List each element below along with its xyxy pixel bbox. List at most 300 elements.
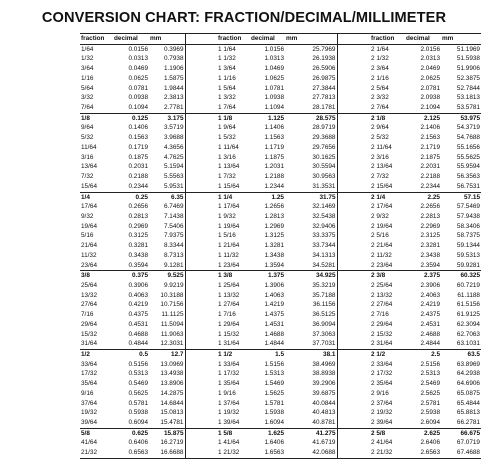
- mm-cell: 41.6719: [312, 439, 336, 447]
- decimal-cell: 0.3281: [128, 242, 148, 250]
- fraction-cell: 2 7/16: [371, 311, 389, 319]
- table-row: [80, 281, 481, 291]
- column-divider: [185, 350, 217, 360]
- decimal-cell: 2.4531: [420, 320, 440, 328]
- mm-cell: 28.1781: [285, 103, 337, 113]
- column-divider: [337, 123, 370, 133]
- fraction-cell: 1/4: [81, 193, 90, 201]
- decimal-cell: 1.375: [268, 272, 284, 280]
- fraction-cell: 2 9/16: [371, 389, 389, 397]
- fraction-cell: 1 21/32: [218, 449, 240, 457]
- mm-cell: 39.2906: [312, 380, 336, 388]
- column-divider: [185, 93, 217, 103]
- column-divider: [337, 202, 370, 212]
- mm-cell: 11.1125: [161, 311, 184, 319]
- decimal-cell: 2.0156: [420, 45, 440, 53]
- fraction-cell: 3/16: [81, 153, 94, 161]
- decimal-cell: 0.4844: [113, 339, 149, 349]
- fraction-cell: 21/32: [81, 449, 97, 457]
- mm-cell: 5.1594: [163, 163, 184, 171]
- decimal-cell: 2.4844: [405, 339, 441, 349]
- table-row: [80, 438, 481, 448]
- decimal-cell: 1.2188: [264, 173, 284, 181]
- fraction-cell: 1 23/64: [217, 261, 250, 271]
- decimal-cell: 1.1406: [264, 124, 284, 132]
- decimal-cell: 2.5313: [420, 370, 440, 378]
- mm-cell: 51.1969: [456, 45, 480, 53]
- mm-cell: 30.9563: [312, 173, 336, 181]
- column-divider: [337, 271, 370, 281]
- table-row: [80, 418, 481, 428]
- decimal-cell: 1.4063: [264, 291, 284, 299]
- mm-cell: 64.2938: [456, 370, 480, 378]
- mm-cell: 58.7375: [456, 232, 480, 240]
- fraction-cell: 17/32: [81, 370, 97, 378]
- fraction-cell: 1 9/64: [218, 124, 236, 132]
- fraction-cell: 2 21/64: [371, 242, 393, 250]
- fraction-cell: 1 5/64: [218, 84, 236, 92]
- mm-cell: 34.1313: [312, 251, 336, 259]
- decimal-cell: 2.2656: [420, 203, 440, 211]
- mm-cell: 34.925: [315, 272, 336, 280]
- fraction-cell: 9/32: [81, 212, 94, 220]
- column-divider: [337, 310, 370, 320]
- mm-cell: 27.3844: [312, 84, 336, 92]
- fraction-cell: 1 17/32: [218, 370, 240, 378]
- mm-cell: 60.325: [460, 272, 480, 280]
- decimal-cell: 0.0156: [128, 45, 148, 53]
- mm-cell: 60.7219: [456, 281, 480, 289]
- table-row: [80, 162, 481, 172]
- decimal-cell: 1.3594: [250, 261, 285, 271]
- column-divider: [337, 222, 370, 232]
- fraction-cell: 15/32: [81, 330, 97, 338]
- fraction-cell: 2 5/8: [371, 429, 386, 437]
- conversion-table: [80, 34, 481, 458]
- fraction-cell: 1 21/64: [218, 242, 240, 250]
- column-divider: [337, 143, 370, 153]
- decimal-cell: 2.2344: [405, 182, 441, 192]
- column-divider: [185, 103, 217, 113]
- column-divider: [185, 339, 217, 349]
- table-row: [80, 123, 481, 133]
- fraction-cell: 2 27/64: [371, 301, 393, 309]
- mm-cell: 56.3563: [456, 173, 480, 181]
- decimal-cell: 2.3125: [420, 232, 440, 240]
- decimal-cell: 0.2969: [128, 222, 148, 230]
- mm-cell: 12.7: [171, 351, 184, 358]
- mm-cell: 53.975: [460, 114, 480, 122]
- table-row: [80, 369, 481, 379]
- decimal-cell: 2.3906: [420, 281, 440, 289]
- decimal-cell: 1.4219: [264, 301, 284, 309]
- column-divider: [185, 408, 217, 418]
- fraction-cell: 9/64: [81, 124, 94, 132]
- mm-cell: 67.0719: [456, 439, 480, 447]
- decimal-cell: 0.125: [132, 114, 148, 122]
- fraction-cell: 2 13/32: [371, 291, 393, 299]
- fraction-cell: 2 15/32: [371, 330, 393, 338]
- fraction-cell: 1 25/64: [218, 281, 240, 289]
- decimal-cell: 0.1406: [128, 124, 148, 132]
- mm-cell: 34.5281: [285, 261, 337, 271]
- mm-cell: 3.175: [167, 114, 184, 122]
- table-row: [80, 222, 481, 232]
- fraction-cell: 2 5/16: [371, 232, 389, 240]
- fraction-cell: 2 35/64: [371, 380, 393, 388]
- decimal-cell: 2.3438: [420, 251, 440, 259]
- fraction-cell: 1 11/32: [218, 251, 239, 259]
- decimal-cell: 1.25: [271, 193, 284, 201]
- mm-cell: 4.7625: [163, 153, 184, 161]
- mm-cell: 51.5938: [456, 55, 480, 63]
- decimal-cell: 0.6406: [128, 439, 148, 447]
- column-divider: [337, 133, 370, 143]
- mm-cell: 59.5313: [456, 251, 480, 259]
- column-divider: [185, 54, 217, 64]
- table-body: [80, 44, 481, 458]
- mm-cell: 38.1: [323, 351, 336, 358]
- decimal-cell: 0.1563: [128, 134, 148, 142]
- fraction-cell: 3/64: [81, 65, 94, 73]
- mm-cell: 37.3063: [312, 330, 336, 338]
- decimal-cell: 0.2188: [128, 173, 148, 181]
- mm-cell: 9.525: [167, 272, 184, 280]
- decimal-cell: 0.0938: [128, 94, 148, 102]
- column-divider: [337, 379, 370, 389]
- column-divider: [185, 44, 217, 54]
- column-divider: [185, 251, 217, 261]
- column-divider: [185, 379, 217, 389]
- decimal-cell: 0.4688: [128, 330, 148, 338]
- decimal-cell: 0.4375: [128, 311, 148, 319]
- mm-cell: 0.3969: [163, 45, 184, 53]
- mm-cell: 66.2781: [441, 418, 481, 428]
- decimal-cell: 1.625: [268, 429, 284, 437]
- mm-cell: 15.4781: [149, 418, 185, 428]
- mm-cell: 7.9375: [163, 232, 184, 240]
- column-divider: [185, 162, 217, 172]
- mm-cell: 65.4844: [456, 399, 480, 407]
- column-divider: [337, 369, 370, 379]
- table-row: [80, 389, 481, 399]
- table-row: [80, 133, 481, 143]
- table-row: [80, 310, 481, 320]
- col-header-fraction: fraction: [80, 34, 113, 44]
- decimal-cell: 1.0156: [264, 45, 284, 53]
- mm-cell: 31.3531: [285, 182, 337, 192]
- decimal-cell: 1.1719: [264, 143, 284, 151]
- column-divider: [337, 212, 370, 222]
- fraction-cell: 2 13/64: [371, 163, 393, 171]
- column-divider: [337, 192, 370, 202]
- fraction-cell: 29/64: [81, 320, 97, 328]
- mm-cell: 53.1813: [456, 94, 480, 102]
- column-divider: [337, 339, 370, 349]
- decimal-cell: 2.2969: [420, 222, 440, 230]
- mm-cell: 2.3813: [163, 94, 184, 102]
- column-divider: [337, 418, 370, 428]
- decimal-cell: 2.625: [424, 429, 440, 437]
- decimal-cell: 2.25: [427, 193, 440, 201]
- mm-cell: 66.675: [460, 429, 480, 437]
- mm-cell: 59.9281: [441, 261, 481, 271]
- table-row: [80, 182, 481, 192]
- fraction-cell: 1 15/32: [218, 330, 240, 338]
- col-header-mm: mm: [285, 34, 337, 44]
- column-divider: [337, 291, 370, 301]
- mm-cell: 32.1469: [312, 203, 336, 211]
- mm-cell: 1.1906: [163, 65, 184, 73]
- mm-cell: 14.2875: [160, 389, 184, 397]
- table-row: [80, 300, 481, 310]
- fraction-cell: 1 15/64: [217, 182, 250, 192]
- mm-cell: 2.7781: [149, 103, 185, 113]
- column-divider: [185, 133, 217, 143]
- fraction-cell: 2 29/64: [371, 320, 393, 328]
- mm-cell: 27.7813: [312, 94, 336, 102]
- decimal-cell: 0.2031: [128, 163, 148, 171]
- column-divider: [185, 448, 217, 458]
- fraction-cell: 2 17/64: [371, 203, 393, 211]
- mm-cell: 8.3344: [163, 242, 184, 250]
- decimal-cell: 2.6094: [405, 418, 441, 428]
- column-divider: [185, 438, 217, 448]
- mm-cell: 1.9844: [163, 84, 184, 92]
- mm-cell: 63.5: [467, 351, 480, 358]
- decimal-cell: 1.3906: [264, 281, 284, 289]
- table-row: [80, 261, 481, 271]
- mm-cell: 53.5781: [441, 103, 481, 113]
- column-divider: [337, 350, 370, 360]
- decimal-cell: 2.5781: [420, 399, 440, 407]
- column-divider: [185, 360, 217, 370]
- fraction-cell: 2 15/64: [370, 182, 405, 192]
- decimal-cell: 1.5781: [264, 399, 284, 407]
- mm-cell: 33.7344: [312, 242, 336, 250]
- mm-cell: 6.35: [171, 193, 184, 201]
- fraction-cell: 1 37/64: [218, 399, 240, 407]
- table-row: [80, 271, 481, 281]
- fraction-cell: 5/64: [81, 84, 94, 92]
- mm-cell: 38.4969: [312, 360, 336, 368]
- column-divider: [185, 320, 217, 330]
- mm-cell: 62.3094: [456, 320, 480, 328]
- table-row: [80, 84, 481, 94]
- mm-cell: 3.9688: [163, 134, 184, 142]
- fraction-cell: 3/8: [81, 272, 90, 280]
- mm-cell: 6.7469: [163, 203, 184, 211]
- column-divider: [337, 408, 370, 418]
- col-header-fraction: fraction: [370, 34, 405, 44]
- column-divider: [337, 113, 370, 123]
- fraction-cell: 2 23/64: [370, 261, 405, 271]
- table-row: [80, 212, 481, 222]
- decimal-cell: 2.1719: [420, 143, 440, 151]
- mm-cell: 52.7844: [456, 84, 480, 92]
- column-divider: [185, 241, 217, 251]
- decimal-cell: 0.0469: [128, 65, 148, 73]
- mm-cell: 5.9531: [149, 182, 185, 192]
- fraction-cell: 2 17/32: [371, 370, 393, 378]
- mm-cell: 9.9219: [163, 281, 184, 289]
- fraction-cell: 2 5/64: [371, 84, 389, 92]
- decimal-cell: 0.3906: [128, 281, 148, 289]
- decimal-cell: 0.5: [139, 351, 148, 358]
- fraction-cell: 1 19/32: [218, 409, 240, 417]
- decimal-cell: 0.4063: [128, 291, 148, 299]
- fraction-cell: 33/64: [81, 360, 97, 368]
- mm-cell: 35.7188: [312, 291, 336, 299]
- fraction-cell: 2 9/64: [371, 124, 389, 132]
- column-divider: [337, 182, 370, 192]
- table-row: [80, 202, 481, 212]
- mm-cell: 11.5094: [160, 320, 184, 328]
- col-header-mm: mm: [149, 34, 185, 44]
- mm-cell: 5.5563: [163, 173, 184, 181]
- mm-cell: 32.9406: [312, 222, 336, 230]
- table-row: [80, 113, 481, 123]
- decimal-cell: 2.2031: [420, 163, 440, 171]
- mm-cell: 15.875: [163, 429, 184, 437]
- mm-cell: 40.0844: [312, 399, 336, 407]
- fraction-cell: 1 9/32: [218, 212, 236, 220]
- mm-cell: 36.1156: [312, 301, 336, 309]
- column-divider: [337, 360, 370, 370]
- column-divider: [185, 143, 217, 153]
- decimal-cell: 2.5625: [420, 389, 440, 397]
- decimal-cell: 2.5938: [420, 409, 440, 417]
- fraction-cell: 1 11/64: [218, 143, 239, 151]
- decimal-cell: 0.375: [132, 272, 148, 280]
- decimal-cell: 2.0938: [420, 94, 440, 102]
- fraction-cell: 2 19/32: [371, 409, 393, 417]
- fraction-cell: 1 17/64: [218, 203, 240, 211]
- mm-cell: 30.1625: [312, 153, 336, 161]
- fraction-cell: 1 7/16: [218, 311, 236, 319]
- fraction-cell: 1/2: [81, 351, 90, 358]
- column-divider: [185, 192, 217, 202]
- decimal-cell: 0.0313: [128, 55, 148, 63]
- fraction-cell: 1 1/2: [218, 351, 233, 358]
- col-header-decimal: decimal: [405, 34, 441, 44]
- column-divider: [337, 251, 370, 261]
- mm-cell: 16.2719: [160, 439, 184, 447]
- fraction-cell: 2 1/4: [371, 193, 386, 201]
- conversion-table-wrapper: [80, 33, 481, 459]
- column-divider: [337, 241, 370, 251]
- fraction-cell: 2 31/64: [370, 339, 405, 349]
- column-divider: [337, 300, 370, 310]
- fraction-cell: 2 33/64: [371, 360, 393, 368]
- decimal-cell: 1.0469: [264, 65, 284, 73]
- fraction-cell: 2 3/64: [371, 65, 389, 73]
- decimal-cell: 0.2813: [128, 212, 148, 220]
- mm-cell: 28.9719: [312, 124, 336, 132]
- column-divider: [185, 202, 217, 212]
- fraction-cell: 1 19/64: [218, 222, 240, 230]
- fraction-cell: 2 41/64: [371, 439, 393, 447]
- fraction-cell: 1/8: [81, 114, 90, 122]
- decimal-cell: 2.3594: [405, 261, 441, 271]
- decimal-cell: 1.2969: [264, 222, 284, 230]
- decimal-cell: 2.2813: [420, 212, 440, 220]
- decimal-cell: 1.0313: [264, 55, 284, 63]
- table-row: [80, 172, 481, 182]
- fraction-cell: 1 5/32: [218, 134, 236, 142]
- decimal-cell: 2.4375: [420, 311, 440, 319]
- fraction-cell: 41/64: [81, 439, 97, 447]
- mm-cell: 55.9594: [456, 163, 480, 171]
- decimal-cell: 1.4375: [264, 311, 284, 319]
- fraction-cell: 1 27/64: [218, 301, 240, 309]
- column-divider: [337, 320, 370, 330]
- column-divider: [185, 291, 217, 301]
- decimal-cell: 0.3438: [128, 251, 148, 259]
- fraction-cell: 11/64: [81, 143, 97, 151]
- fraction-cell: 1/64: [81, 45, 94, 53]
- column-divider: [185, 182, 217, 192]
- mm-cell: 13.4938: [160, 370, 184, 378]
- column-divider: [337, 153, 370, 163]
- fraction-cell: 21/64: [81, 242, 97, 250]
- decimal-cell: 0.6563: [128, 449, 148, 457]
- decimal-cell: 2.4219: [420, 301, 440, 309]
- mm-cell: 4.3656: [163, 143, 184, 151]
- decimal-cell: 0.5938: [128, 409, 148, 417]
- col-header-mm: mm: [441, 34, 481, 44]
- decimal-cell: 2.0313: [420, 55, 440, 63]
- mm-cell: 65.0875: [456, 389, 480, 397]
- fraction-cell: 2 3/8: [371, 272, 386, 280]
- decimal-cell: 1.1094: [250, 103, 285, 113]
- column-divider: [337, 438, 370, 448]
- mm-cell: 29.7656: [312, 143, 336, 151]
- fraction-cell: 1 1/4: [218, 193, 233, 201]
- decimal-cell: 0.625: [132, 429, 148, 437]
- fraction-cell: 2 1/32: [371, 55, 389, 63]
- column-divider: [337, 428, 370, 438]
- mm-cell: 35.3219: [312, 281, 336, 289]
- fraction-cell: 1 1/16: [218, 74, 236, 82]
- table-row: [80, 350, 481, 360]
- mm-cell: 57.15: [464, 193, 480, 201]
- decimal-cell: 2.2188: [420, 173, 440, 181]
- fraction-cell: 2 1/2: [371, 351, 386, 358]
- mm-cell: 10.3188: [160, 291, 184, 299]
- column-divider: [185, 310, 217, 320]
- decimal-cell: 1.0938: [264, 94, 284, 102]
- fraction-cell: 1 1/8: [218, 114, 233, 122]
- mm-cell: 3.5719: [163, 124, 184, 132]
- decimal-cell: 1.6094: [250, 418, 285, 428]
- fraction-cell: 19/32: [81, 409, 97, 417]
- column-divider: [337, 330, 370, 340]
- mm-cell: 63.8969: [456, 360, 480, 368]
- fraction-cell: 1 31/64: [217, 339, 250, 349]
- fraction-cell: 2 1/8: [371, 114, 386, 122]
- decimal-cell: 0.2656: [128, 203, 148, 211]
- mm-cell: 33.3375: [312, 232, 336, 240]
- mm-cell: 16.6688: [160, 449, 184, 457]
- decimal-cell: 2.375: [424, 272, 440, 280]
- fraction-cell: 1 1/64: [218, 45, 236, 53]
- mm-cell: 36.5125: [312, 311, 336, 319]
- mm-cell: 67.4688: [456, 449, 480, 457]
- column-divider: [337, 103, 370, 113]
- mm-cell: 26.9875: [312, 74, 336, 82]
- fraction-cell: 2 1/16: [371, 74, 389, 82]
